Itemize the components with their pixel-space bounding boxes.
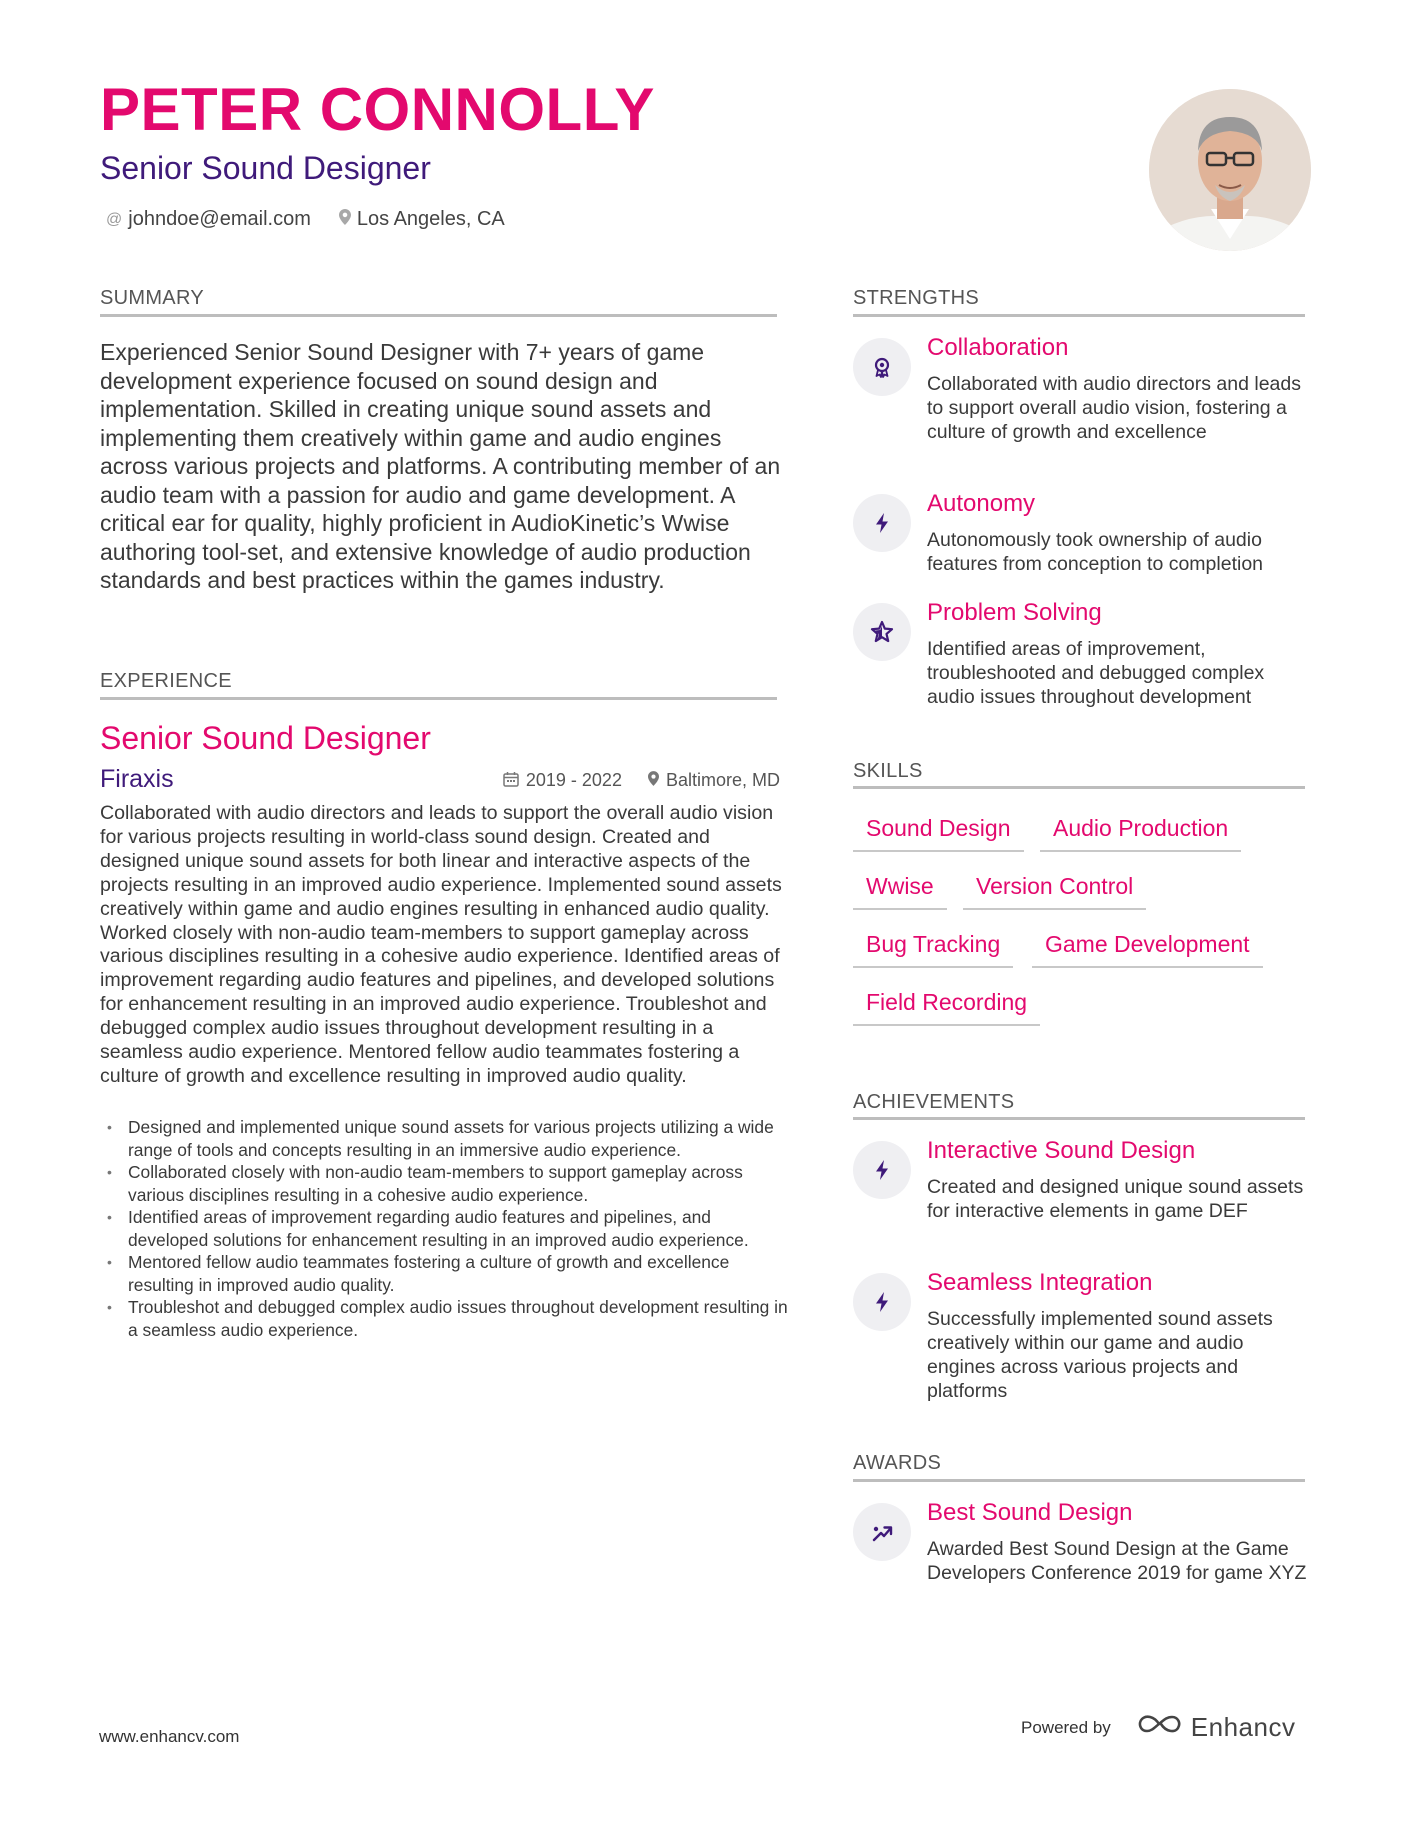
strength-desc: Autonomously took ownership of audio features from conception to completion [927,529,1264,575]
summary-text: Experienced Senior Sound Designer with 7+ years of game development experience focused on sound design and implementation. Skilled in creating unique sound assets and implementing them creatively within game and audio engines across various projects and platforms. A contributing member of an audio team with a passion for audio and game development. A critical ear for quality, highly proficient in AudioKinetic’s Wwise authoring tool-set, and extensive knowledge of audio production standards and best practices within the games industry. [100,339,781,593]
achievement-title: Seamless Integration [927,1269,1153,1296]
experience-meta [503,770,780,791]
lightning-bolt-icon [853,1141,911,1199]
contact-email[interactable] [106,208,311,231]
footer-website[interactable]: www.enhancv.com [99,1727,240,1746]
location-pin-icon [339,209,351,230]
summary-heading: SUMMARY [100,287,204,309]
skill-tag: Version Control [963,875,1146,910]
experience-description: Collaborated with audio directors and leads to support the overall audio vision for various projects resulting in world-class sound design. Created and designed unique sound assets for both linear and interactive aspects of the projects resulting in an improved audio experience. Implemented sound assets creatively within game and audio engines resulting in enhanced audio quality. Worked closely with non-audio team-members to support gameplay across various disciplines resulting in a cohesive audio experience. Identified areas of improvement regarding audio features and pipelines, and developed solutions for enhancement resulting in an improved audio experience. Troubleshot and debugged complex audio issues throughout development resulting in a seamless audio experience. Mentored fellow audio teammates fostering a culture of growth and excellence resulting in improved audio quality. [100,802,782,1087]
bullet-item: • Collaborated closely with non-audio team-members to support gameplay across various disciplines resulting in a cohesive audio experience. [100,1161,790,1206]
strength-desc: Collaborated with audio directors and leads to support overall audio vision, fostering a culture of growth and excellence [927,373,1301,443]
at-sign-icon: @ [106,210,123,228]
location-text: Los Angeles, CA [356,208,505,230]
skill-tag: Bug Tracking [853,933,1013,968]
bullet-item: • Designed and implemented unique sound assets for various projects utilizing a wide range of tools and concepts resulting in an immersive audio experience. [100,1116,790,1161]
experience-dates [503,770,622,791]
strengths-heading: STRENGTHS [853,287,980,309]
summary-divider [100,314,777,317]
experience-role: Senior Sound Designer [100,720,431,756]
footer-branding [1021,1712,1295,1743]
achievements-divider [853,1117,1305,1120]
strength-desc: Identified areas of improvement, troubleshooted and debugged complex audio issues throughout development [927,638,1265,708]
powered-by-text: Powered by [1021,1717,1111,1737]
experience-location [648,770,780,791]
skill-tag: Audio Production [1040,817,1241,852]
strength-title: Collaboration [927,334,1069,361]
awards-divider [853,1479,1305,1482]
growth-arrow-icon [853,1503,911,1561]
star-icon [853,603,911,661]
calendar-icon [503,771,519,791]
skill-tag: Field Recording [853,991,1040,1026]
dates-text: 2019 - 2022 [525,770,622,790]
skills-heading: SKILLS [853,760,923,782]
location-pin-icon [648,771,659,790]
experience-heading: EXPERIENCE [100,670,232,692]
award-title: Best Sound Design [927,1499,1133,1526]
skills-divider [853,786,1305,789]
award-ribbon-icon [853,338,911,396]
lightning-bolt-icon [853,1273,911,1331]
experience-bullets [100,1116,790,1341]
skill-tag: Game Development [1032,933,1263,968]
achievements-heading: ACHIEVEMENTS [853,1091,1015,1113]
awards-heading: AWARDS [853,1452,942,1474]
contact-location [339,208,505,231]
strength-title: Problem Solving [927,599,1102,626]
profile-photo [1149,89,1311,251]
enhancv-logo-icon [1137,1712,1183,1743]
experience-divider [100,697,777,700]
skill-tag: Wwise [853,875,947,910]
email-text: johndoe@email.com [128,208,311,230]
experience-company: Firaxis [100,765,174,793]
candidate-title: Senior Sound Designer [100,150,431,186]
strength-title: Autonomy [927,490,1036,517]
bullet-item: • Troubleshot and debugged complex audio issues throughout development resulting in a seamless audio experience. [100,1296,790,1341]
award-desc: Awarded Best Sound Design at the Game Developers Conference 2019 for game XYZ [927,1538,1307,1584]
contact-row [106,208,505,231]
brand-name: Enhancv [1190,1712,1296,1742]
bullet-item: • Identified areas of improvement regarding audio features and pipelines, and developed solutions for enhancement resulting in an improved audio experience. [100,1206,790,1251]
bullet-item: • Mentored fellow audio teammates fostering a culture of growth and excellence resulting in improved audio quality. [100,1251,790,1296]
lightning-bolt-icon [853,494,911,552]
candidate-name: PETER CONNOLLY [100,76,655,143]
brand-logo[interactable] [1137,1712,1296,1743]
achievement-desc: Successfully implemented sound assets creatively within our game and audio engines across various projects and platforms [927,1308,1273,1402]
achievement-desc: Created and designed unique sound assets for interactive elements in game DEF [927,1176,1304,1222]
experience-location-text: Baltimore, MD [665,770,780,790]
strengths-divider [853,314,1305,317]
skill-tag: Sound Design [853,817,1024,852]
achievement-title: Interactive Sound Design [927,1137,1196,1164]
